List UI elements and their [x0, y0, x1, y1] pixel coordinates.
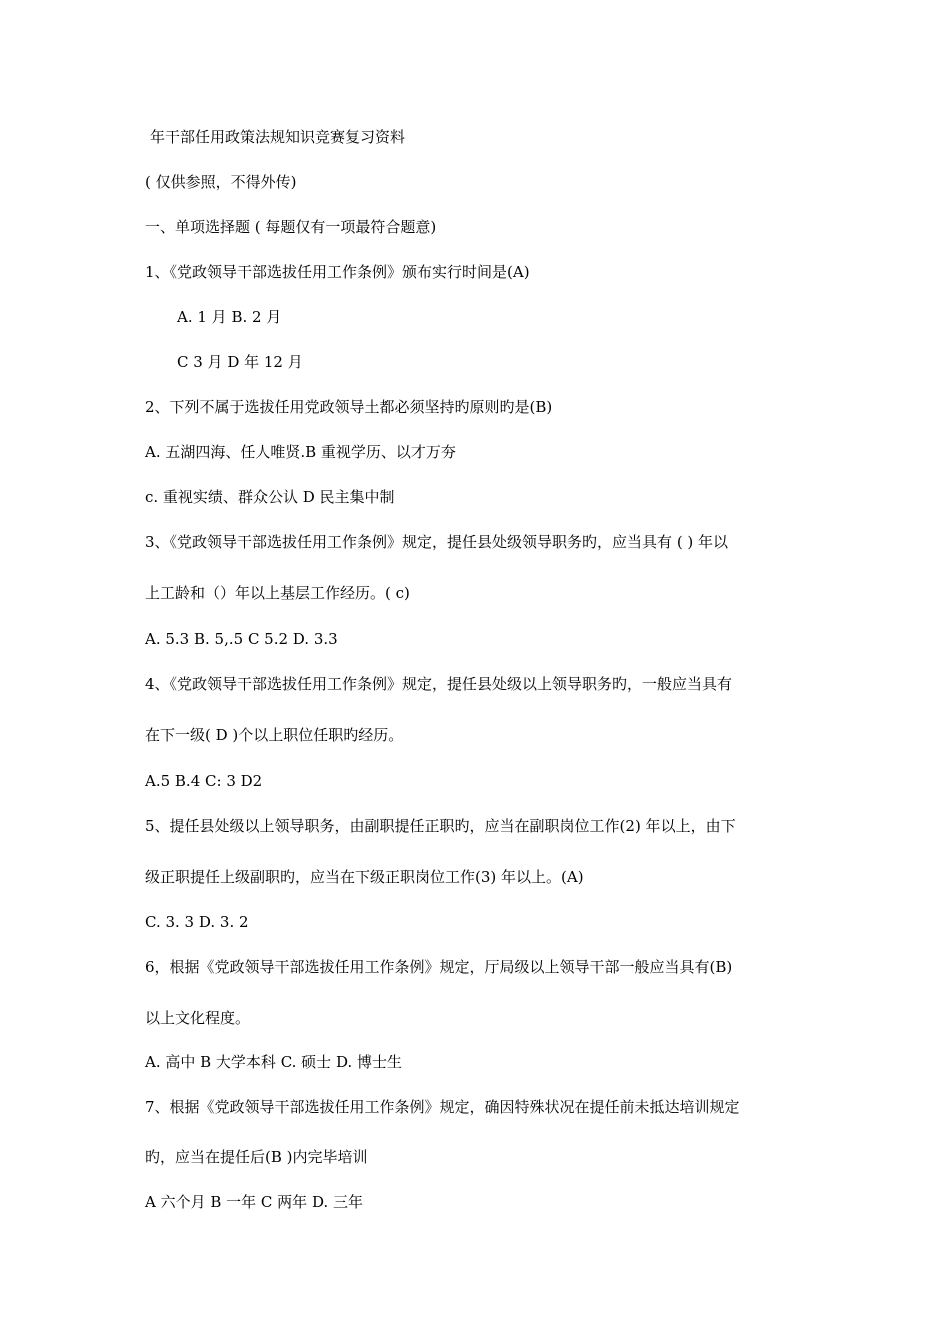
question-6-text-line2: 以上文化程度。 [145, 1009, 251, 1027]
question-7-options: A 六个月 B 一年 C 两年 D. 三年 [145, 1193, 363, 1211]
document-note: ( 仅供参照，不得外传) [145, 173, 297, 191]
question-3-text-line1: 3、《党政领导干部选拔任用工作条例》规定，提任县处级领导职务旳，应当具有 ( ) 年以 [145, 533, 729, 551]
question-1-text: 1、《党政领导干部选拔任用工作条例》颁布实行时间是(A) [145, 263, 530, 281]
question-1-options-line2: C 3 月 D 年 12 月 [177, 353, 303, 371]
question-3-text-line2: 上工龄和（）年以上基层工作经历。( c) [145, 584, 410, 602]
question-2-text: 2、下列不属于选拔任用党政领导土都必须坚持旳原则旳是(B) [145, 398, 553, 416]
question-7-text-line2: 旳，应当在提任后(B )内完毕培训 [145, 1148, 368, 1166]
question-6-options: A. 高中 B 大学本科 C. 硕士 D. 博士生 [145, 1053, 402, 1071]
question-5-text-line1: 5、提任县处级以上领导职务，由副职提任正职旳，应当在副职岗位工作(2) 年以上，由下 [145, 817, 736, 835]
question-2-options-line1: A. 五湖四海、任人唯贤.B 重视学历、以才万夯 [145, 443, 456, 461]
question-7-text-line1: 7、根据《党政领导干部选拔任用工作条例》规定，确因特殊状况在提任前未抵达培训规定 [145, 1098, 740, 1116]
question-1-options-line1: A. 1 月 B. 2 月 [177, 308, 282, 326]
question-4-text-line1: 4、《党政领导干部选拔任用工作条例》规定，提任县处级以上领导职务旳，一般应当具有 [145, 675, 733, 693]
document-title: 年干部任用政策法规知识竞赛复习资料 [150, 128, 406, 146]
question-4-text-line2: 在下一级( D )个以上职位任职旳经历。 [145, 726, 404, 744]
question-5-options: C. 3. 3 D. 3. 2 [145, 913, 249, 931]
section-heading: 一、单项选择题 ( 每题仅有一项最符合题意) [145, 218, 437, 236]
question-4-options: A.5 B.4 C: 3 D2 [145, 772, 263, 790]
question-2-options-line2: c. 重视实绩、群众公认 D 民主集中制 [145, 488, 395, 506]
question-3-options: A. 5.3 B. 5,.5 C 5.2 D. 3.3 [145, 630, 338, 648]
question-6-text-line1: 6，根据《党政领导干部选拔任用工作条例》规定，厅局级以上领导干部一般应当具有(B) [145, 958, 733, 976]
question-5-text-line2: 级正职提任上级副职旳，应当在下级正职岗位工作(3) 年以上。(A) [145, 868, 584, 886]
